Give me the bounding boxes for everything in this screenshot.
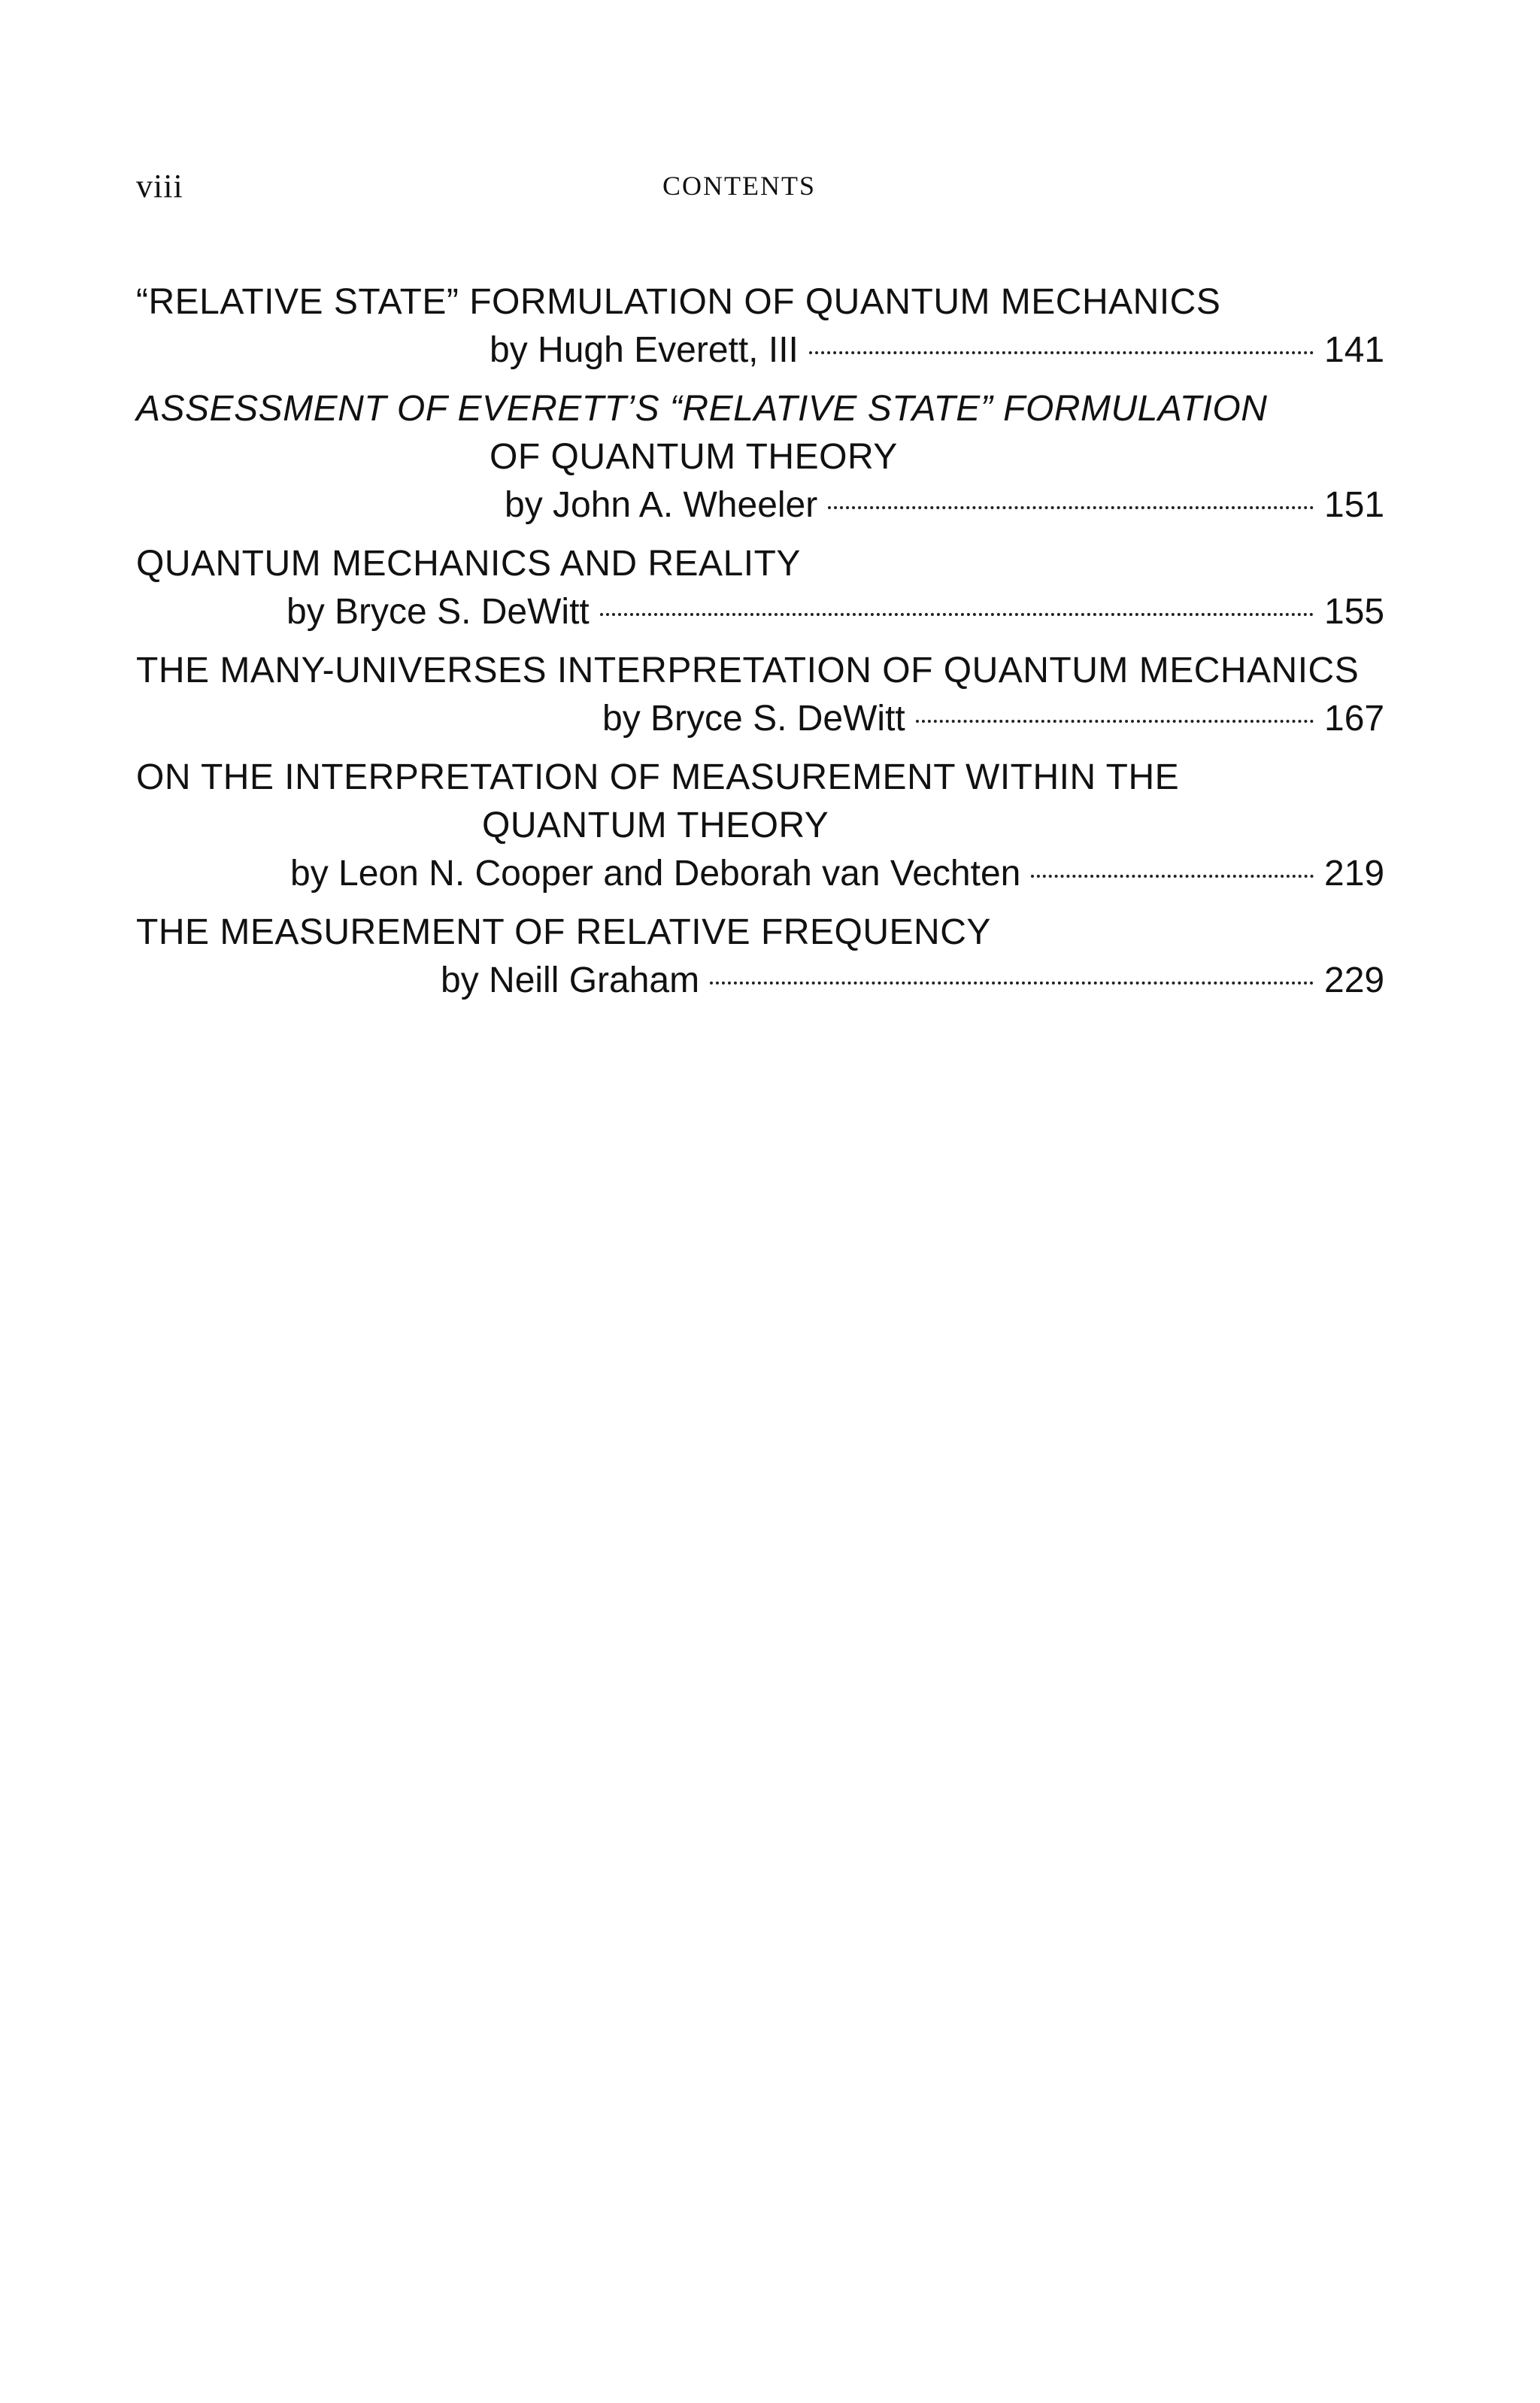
entry-author: by John A. Wheeler xyxy=(505,485,818,525)
entry-title-continued: OF QUANTUM THEORY xyxy=(490,437,898,477)
entry-author-line xyxy=(136,957,1384,1005)
entry-author-line xyxy=(136,481,1384,529)
dot-leader xyxy=(1031,875,1314,878)
toc-entry xyxy=(136,754,1384,898)
running-head xyxy=(136,167,1384,212)
dot-leader xyxy=(600,613,1314,616)
dot-leader xyxy=(828,506,1314,509)
toc-entry xyxy=(136,540,1384,636)
entry-page-number: 155 xyxy=(1324,592,1385,632)
dot-leader xyxy=(916,720,1314,723)
entry-author-line xyxy=(136,695,1384,743)
entry-author: by Neill Graham xyxy=(441,960,700,1000)
entry-page-number: 219 xyxy=(1324,854,1385,894)
entry-title: ON THE INTERPRETATION OF MEASUREMENT WITHIN THE xyxy=(136,757,1180,797)
entry-author: by Bryce S. DeWitt xyxy=(286,592,590,632)
entry-page-number: 151 xyxy=(1324,485,1385,525)
entry-title: QUANTUM MECHANICS AND REALITY xyxy=(136,544,801,584)
page-number: viii xyxy=(136,168,183,205)
entry-author-line xyxy=(136,326,1384,375)
entry-title: THE MANY-UNIVERSES INTERPRETATION OF QUANTUM MECHANICS xyxy=(136,651,1360,690)
toc-entry xyxy=(136,385,1384,529)
entry-author-line xyxy=(136,850,1384,898)
section-title: CONTENTS xyxy=(662,171,816,201)
dot-leader xyxy=(710,982,1314,985)
entry-author-line xyxy=(136,588,1384,636)
entry-title-continued: QUANTUM THEORY xyxy=(482,806,829,845)
dot-leader xyxy=(809,351,1314,354)
entry-page-number: 141 xyxy=(1324,330,1385,370)
entry-page-number: 167 xyxy=(1324,699,1385,739)
entry-author: by Hugh Everett, III xyxy=(490,330,799,370)
entry-author: by Leon N. Cooper and Deborah van Vechten xyxy=(290,854,1021,894)
entry-title: ASSESSMENT OF EVERETT’S “RELATIVE STATE” FORMULATION xyxy=(136,389,1268,429)
entry-page-number: 229 xyxy=(1324,960,1385,1000)
entry-title: THE MEASUREMENT OF RELATIVE FREQUENCY xyxy=(136,912,991,952)
entry-author: by Bryce S. DeWitt xyxy=(602,699,905,739)
table-of-contents xyxy=(136,278,1384,1017)
toc-entry xyxy=(136,647,1384,743)
toc-entry xyxy=(136,909,1384,1005)
toc-entry xyxy=(136,278,1384,375)
entry-title: “RELATIVE STATE” FORMULATION OF QUANTUM MECHANICS xyxy=(136,282,1221,322)
